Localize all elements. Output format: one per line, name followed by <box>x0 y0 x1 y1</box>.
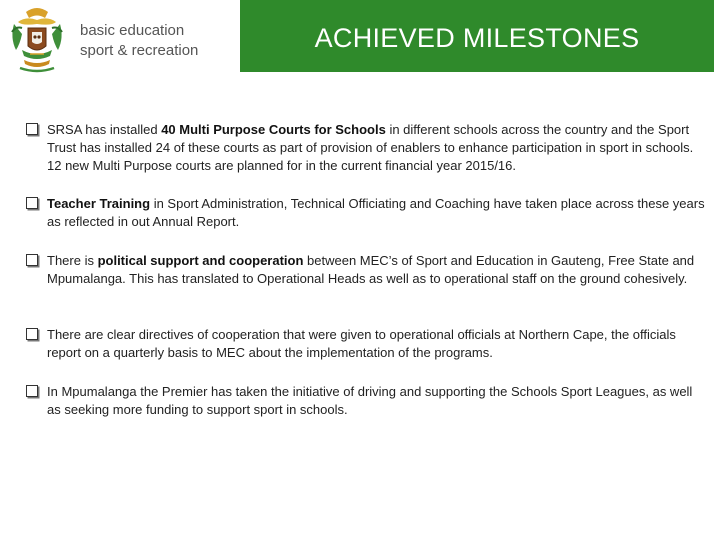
department-logo <box>6 4 198 78</box>
checkbox-bullet-icon <box>26 385 38 397</box>
milestone-item <box>26 252 708 288</box>
milestone-item <box>26 383 708 419</box>
milestone-item <box>26 326 708 362</box>
milestone-text: There are clear directives of cooperation that were given to operational officials at Northern Cape, the officials report on a quarterly basis to MEC about the implementation of the programs. <box>47 327 676 360</box>
milestone-item <box>26 195 708 231</box>
milestone-text: SRSA has installed 40 Multi Purpose Courts for Schools in different schools across the country and the Sport Trust has installed 24 of these courts as part of provision of enablers to enhance participation in sport in schools. 12 new Multi Purpose courts are planned for in the current financial year 2015/16. <box>47 122 694 173</box>
department-name <box>80 21 198 61</box>
checkbox-bullet-icon <box>26 197 38 209</box>
title-banner <box>240 0 714 72</box>
slide-title: ACHIEVED MILESTONES <box>314 22 640 53</box>
milestone-text: In Mpumalanga the Premier has taken the initiative of driving and supporting the Schools Sport Leagues, as well as seeking more funding to support sport in schools. <box>47 384 693 417</box>
coat-of-arms-icon <box>6 4 68 78</box>
milestone-item <box>26 121 708 175</box>
checkbox-bullet-icon <box>26 123 38 135</box>
checkbox-bullet-icon <box>26 328 38 340</box>
milestone-text: There is political support and cooperation between MEC’s of Sport and Education in Gauteng, Free State and Mpumalanga. This has translated to Operational Heads as well as to operational staff on the ground cohesively. <box>47 253 695 286</box>
slide-header <box>0 0 720 72</box>
milestone-text: Teacher Training in Sport Administration, Technical Officiating and Coaching have taken place across these years as reflected in out Annual Report. <box>47 196 705 229</box>
checkbox-bullet-icon <box>26 254 38 266</box>
department-name-line1: basic education <box>80 22 185 39</box>
department-name-line2: sport & recreation <box>80 42 199 59</box>
